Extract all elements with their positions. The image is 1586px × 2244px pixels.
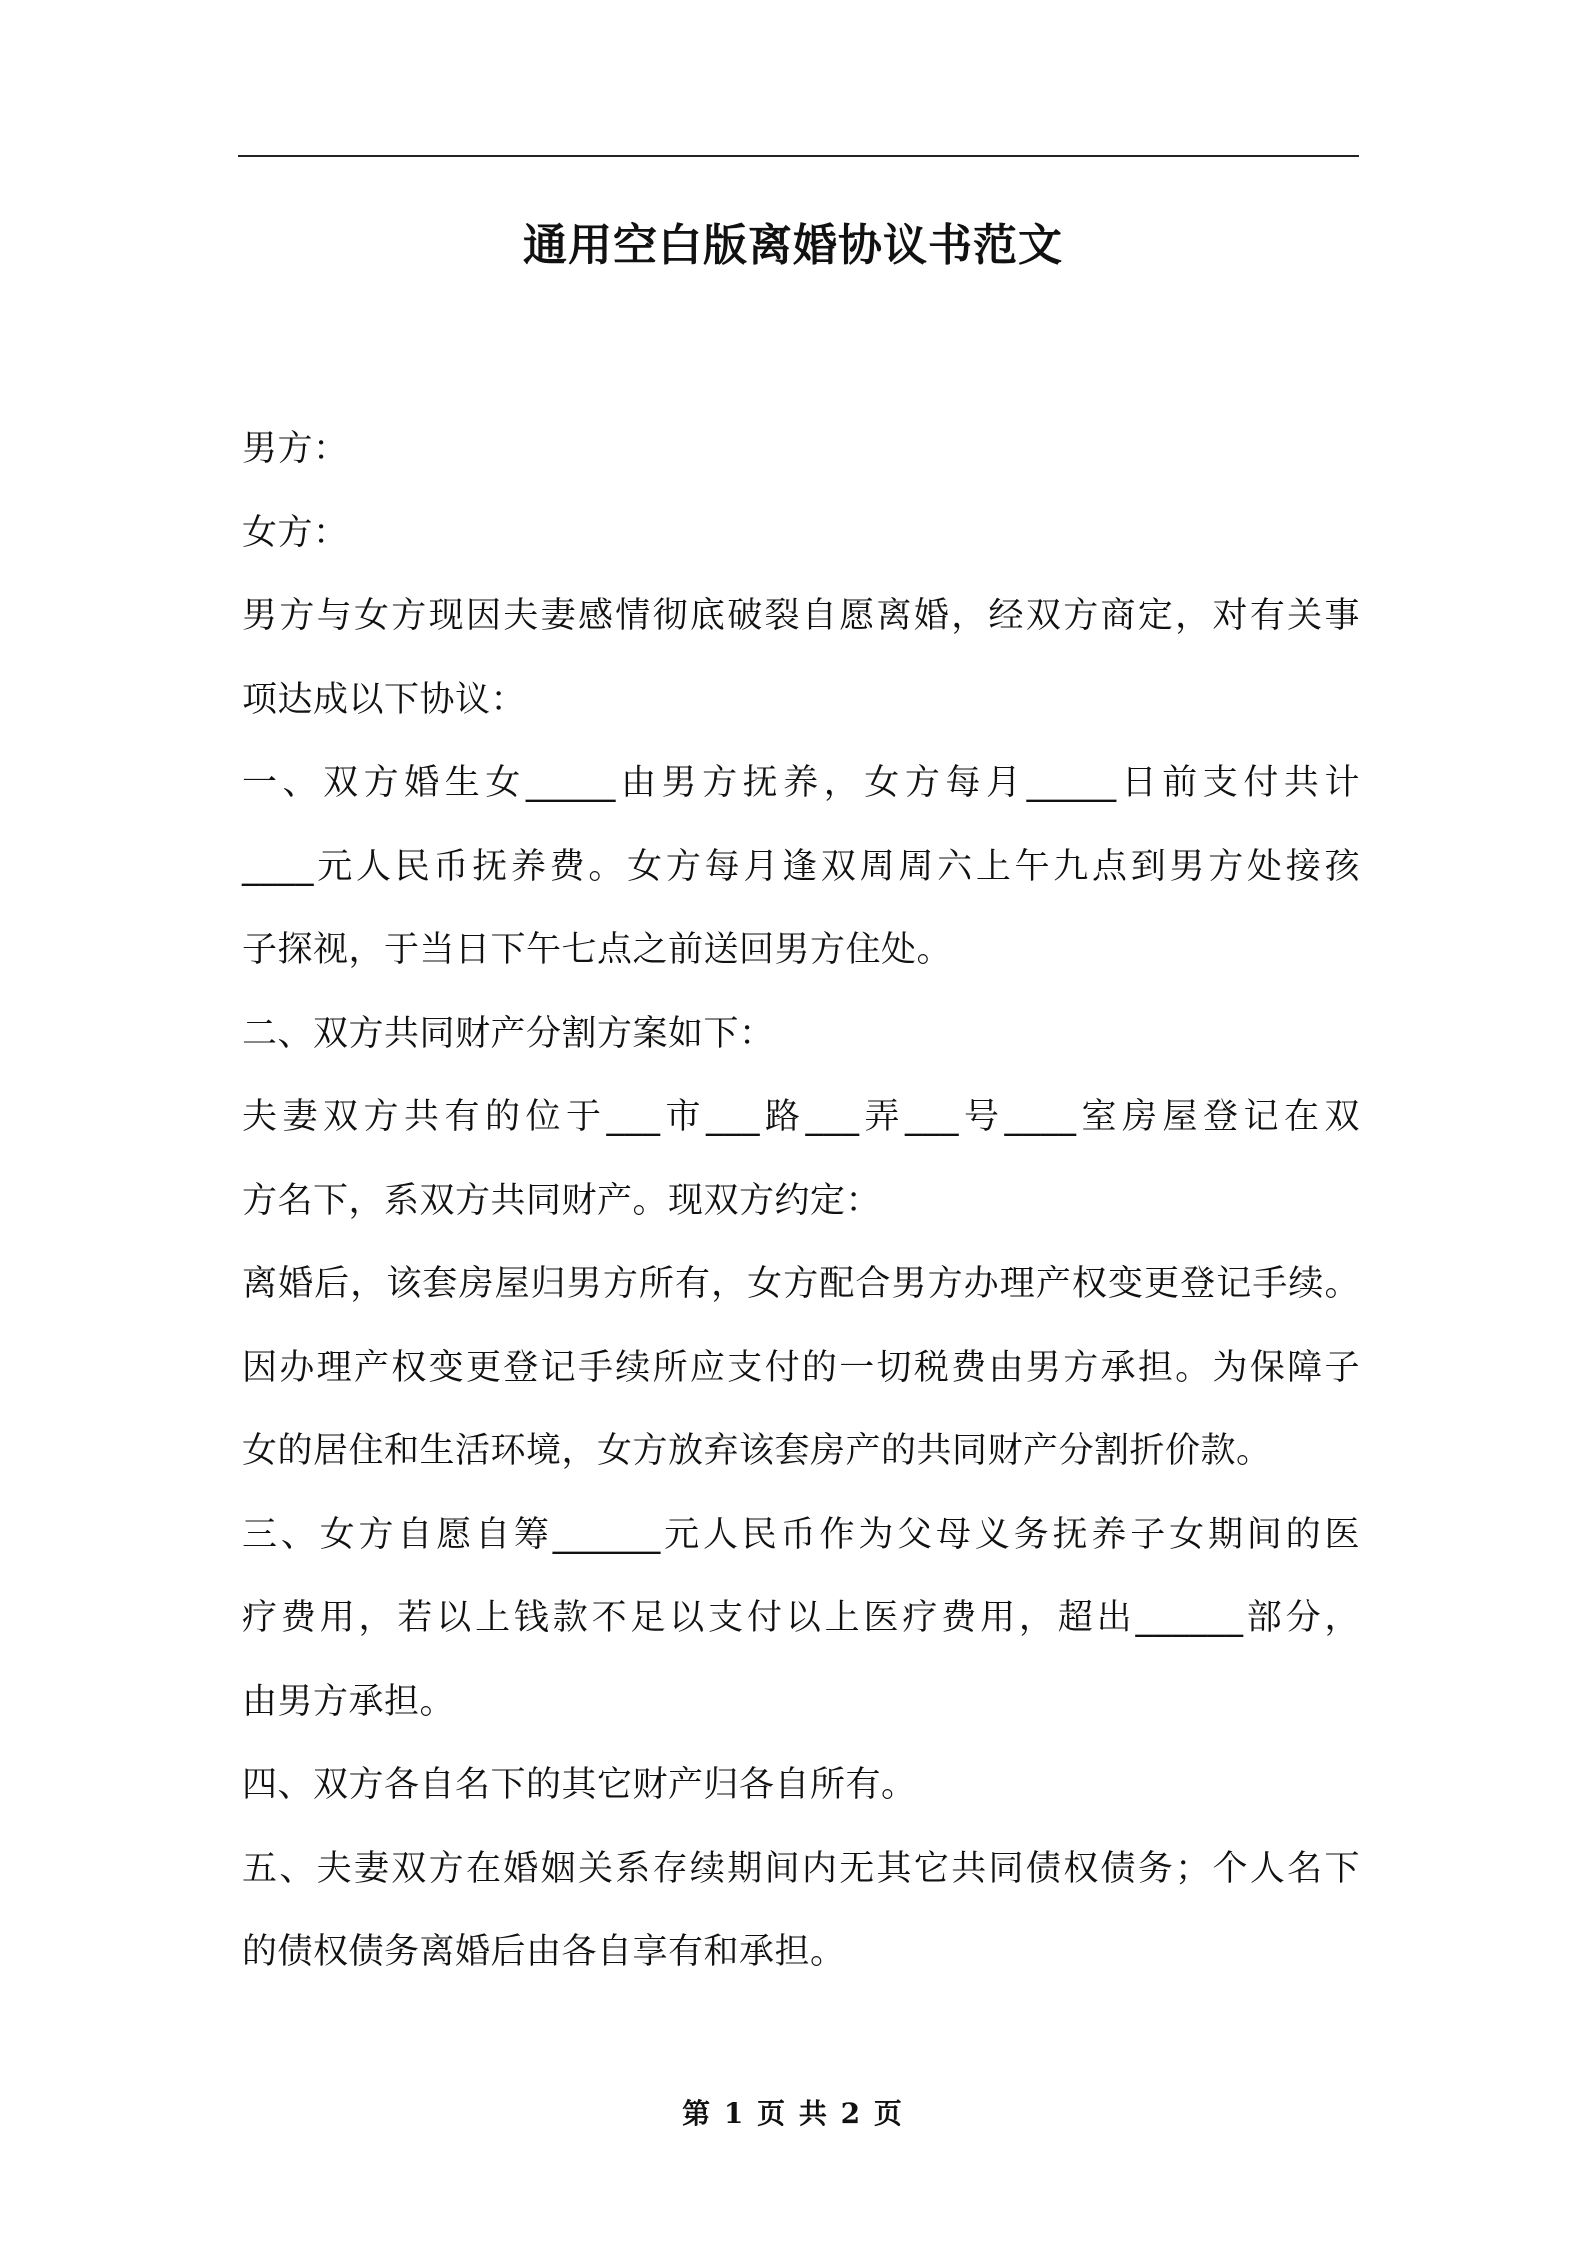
text-line: 女方：: [242, 512, 349, 553]
text-line: 项达成以下协议：: [242, 679, 527, 720]
page-number: 第 1 页 共 2 页: [682, 2097, 904, 2130]
text-line: 三、女方自愿自筹______元人民币作为父母义务抚养子女期间的医: [242, 1514, 1360, 1555]
text-line: 女的居住和生活环境，女方放弃该套房产的共同财产分割折价款。: [242, 1431, 1272, 1471]
header-rule: [238, 155, 1359, 157]
text-line: 离婚后，该套房屋归男方所有，女方配合男方办理产权变更登记手续。: [242, 1264, 1360, 1304]
text-line: 由男方承担。: [242, 1681, 456, 1722]
text-line: 夫妻双方共有的位于___市___路___弄___号____室房屋登记在双: [242, 1097, 1360, 1137]
text-line: ____元人民币抚养费。女方每月逢双周周六上午九点到男方处接孩: [242, 846, 1360, 887]
text-line: 方名下，系双方共同财产。现双方约定：: [242, 1180, 882, 1221]
text-line: 四、双方各自名下的其它财产归各自所有。: [242, 1765, 917, 1805]
text-line: 五、夫妻双方在婚姻关系存续期间内无其它共同债权债务；个人名下: [242, 1848, 1360, 1889]
document-title: 通用空白版离婚协议书范文: [523, 220, 1063, 271]
text-line: 的债权债务离婚后由各自享有和承担。: [242, 1932, 846, 1972]
text-line: 子探视，于当日下午七点之前送回男方住处。: [242, 930, 953, 970]
text-line: 男方：: [242, 429, 349, 469]
text-line: 男方与女方现因夫妻感情彻底破裂自愿离婚，经双方商定，对有关事: [242, 596, 1360, 636]
text-line: 疗费用，若以上钱款不足以支付以上医疗费用，超出______部分，: [242, 1598, 1360, 1638]
text-line: 一、双方婚生女_____由男方抚养，女方每月_____日前支付共计: [242, 763, 1360, 803]
text-line: 二、双方共同财产分割方案如下：: [242, 1013, 775, 1054]
text-line: 因办理产权变更登记手续所应支付的一切税费由男方承担。为保障子: [242, 1347, 1360, 1388]
document-body: [242, 408, 1360, 1995]
